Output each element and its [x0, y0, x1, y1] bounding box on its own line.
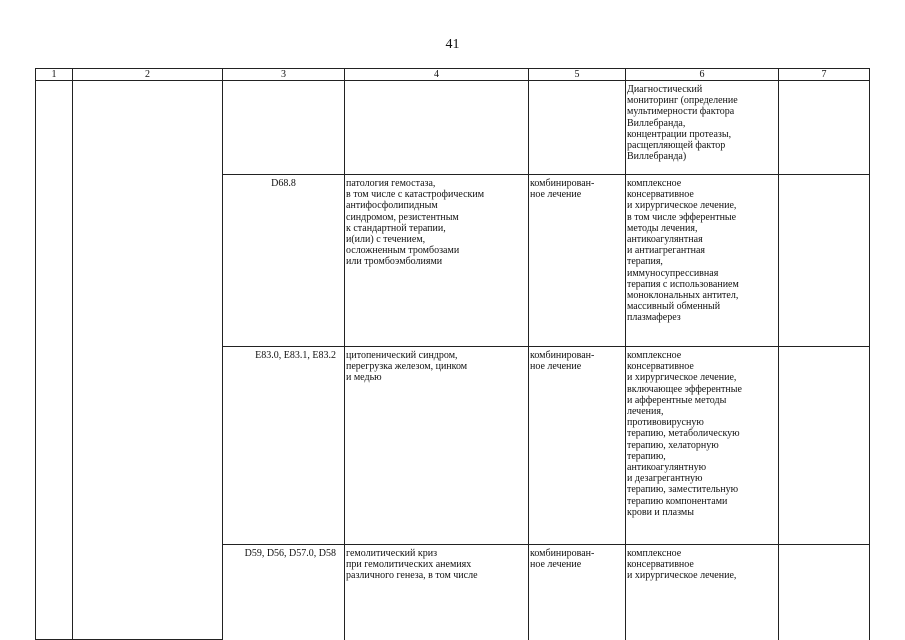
diagnosis-cell: гемолитический криз при гемолитических анемиях различного генеза, в том числе — [345, 545, 529, 640]
treatment-table — [35, 68, 870, 640]
treatment-type-cell — [529, 81, 626, 175]
cell-col7-empty — [779, 545, 870, 640]
code-cell — [223, 81, 345, 175]
page-number: 41 — [445, 37, 460, 52]
diagnosis-cell: цитопенический синдром, перегрузка железом, цинком и медью — [345, 347, 529, 545]
code-cell: D59, D56, D57.0, D58 — [223, 545, 345, 640]
method-cell: Диагностический мониторинг (определение мультимерности фактора Виллебранда, концентрации протеазы, расщепляющей фактор Виллебранда) — [626, 81, 779, 175]
code-cell: D68.8 — [223, 175, 345, 347]
column-number: 3 — [223, 69, 345, 81]
cell-col7-empty — [779, 347, 870, 545]
column-number-row — [36, 69, 870, 81]
column-number: 7 — [779, 69, 870, 81]
code-cell: E83.0, E83.1, E83.2 — [223, 347, 345, 545]
cell-col2-empty — [73, 81, 223, 640]
method-cell: комплексное консервативное и хирургическое лечение, включающее эфферентные и афферентные методы лечения, противовирусную терапию, метаболическую терапию, хелаторную терапию, антикоагулянтную и дезагрегантную терапию, заместительную терапию компонентами крови и плазмы — [626, 347, 779, 545]
treatment-type-cell: комбинирован- ное лечение — [529, 175, 626, 347]
cell-col7-empty — [779, 175, 870, 347]
diagnosis-cell — [345, 81, 529, 175]
method-cell: комплексное консервативное и хирургическое лечение, в том числе эфферентные методы лечения, антикоагулянтная и антиагрегантная терапия, иммуносупрессивная терапия с использованием моноклональных антител, массивный обменный плазмаферез — [626, 175, 779, 347]
column-number: 2 — [73, 69, 223, 81]
cell-col7-empty — [779, 81, 870, 175]
cell-col1-empty — [36, 81, 73, 640]
table-row — [36, 81, 870, 175]
column-number: 6 — [626, 69, 779, 81]
column-number: 5 — [529, 69, 626, 81]
diagnosis-cell: патология гемостаза, в том числе с катастрофическим антифосфолипидным синдромом, резистентным к стандартной терапии, и(или) с течением, осложненным тромбозами или тромбоэмболиями — [345, 175, 529, 347]
column-number: 4 — [345, 69, 529, 81]
method-cell: комплексное консервативное и хирургическое лечение, — [626, 545, 779, 640]
column-number: 1 — [36, 69, 73, 81]
treatment-type-cell: комбинирован- ное лечение — [529, 347, 626, 545]
treatment-type-cell: комбинирован- ное лечение — [529, 545, 626, 640]
